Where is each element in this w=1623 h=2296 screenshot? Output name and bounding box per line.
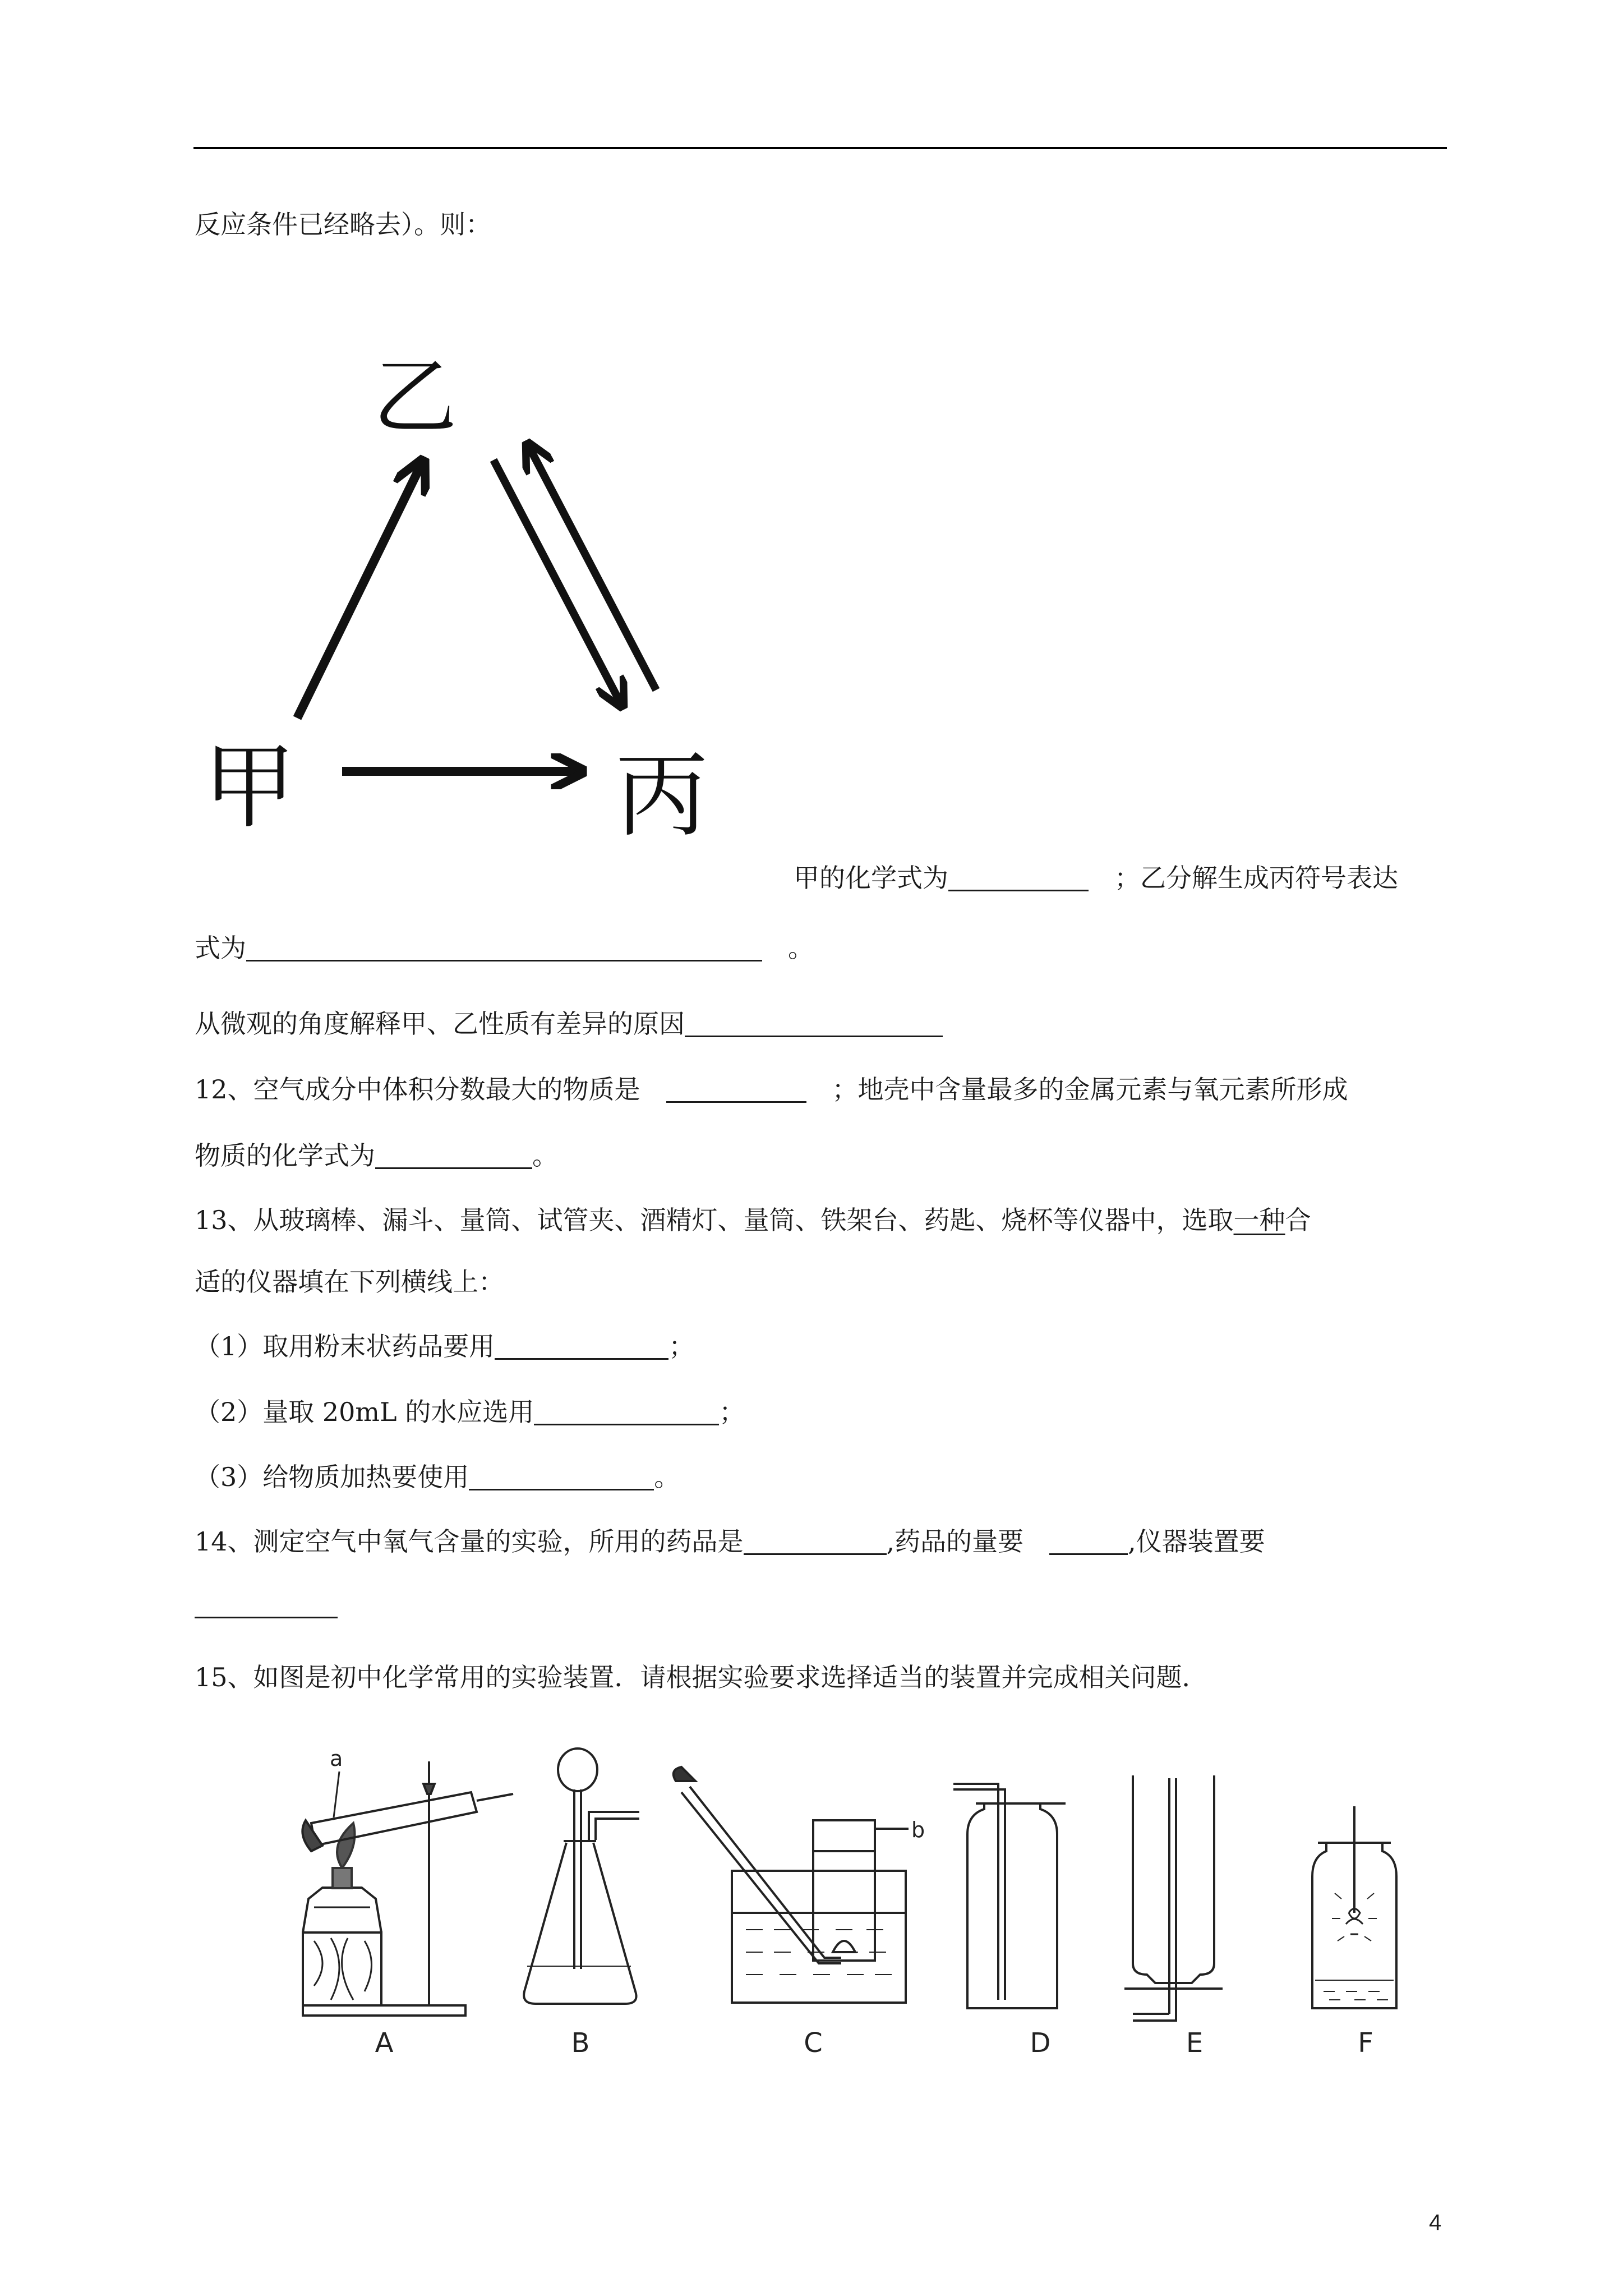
answer-blank[interactable]: [1049, 1527, 1128, 1555]
apparatus-label-a: A: [375, 2027, 394, 2059]
q14-trailing-blank[interactable]: [195, 1591, 338, 1618]
apparatus-label-d: D: [1030, 2027, 1051, 2059]
diagram-node-jia: 甲: [203, 733, 296, 841]
apparatus-c: [674, 1767, 925, 2003]
apparatus-label-e: E: [1186, 2027, 1204, 2059]
answer-blank[interactable]: [744, 1527, 887, 1555]
arrow-jia-to-yi: [297, 460, 423, 718]
q14-line: 14、测定空气中氧气含量的实验，所用的药品是 ,药品的量要 ,仪器装置要: [195, 1526, 1265, 1557]
answer-blank[interactable]: [375, 1142, 532, 1169]
apparatus-a: [302, 1746, 513, 2016]
apparatus-label-b: B: [571, 2027, 590, 2059]
emphasis-underline: 一种: [1233, 1205, 1285, 1235]
answer-blank[interactable]: [495, 1332, 668, 1360]
q12-line-2: 物质的化学式为 。: [195, 1140, 558, 1171]
q13-item-1: （1）取用粉末状药品要用 ；: [195, 1331, 695, 1361]
q12-line-1: 12、空气成分中体积分数最大的物质是 ；地壳中含量最多的金属元素与氧元素所形成: [195, 1074, 1348, 1105]
q11-line-c: 从微观的角度解释甲、乙性质有差异的原因: [195, 1007, 943, 1041]
q15-text: 15、如图是初中化学常用的实验装置．请根据实验要求选择适当的装置并完成相关问题．: [195, 1662, 1208, 1692]
answer-blank[interactable]: [469, 1463, 654, 1490]
apparatus-label-c: C: [804, 2027, 823, 2059]
answer-blank[interactable]: [666, 1075, 806, 1103]
apparatus-figure: [280, 1745, 1430, 2059]
answer-blank[interactable]: [685, 1010, 943, 1037]
apparatus-marker-a: a: [330, 1746, 343, 1771]
intro-text: 反应条件已经略去）。则：: [195, 209, 491, 240]
q13-item-3: （3）给物质加热要使用 。: [195, 1462, 680, 1492]
diagram-node-yi: 乙: [372, 349, 458, 447]
conversion-diagram: [191, 292, 751, 886]
apparatus-b: [524, 1749, 639, 2004]
q11-line-a: 甲的化学式为 ；乙分解生成丙符号表达: [794, 863, 1398, 893]
page-number: 4: [1429, 2210, 1442, 2235]
apparatus-e: [1124, 1775, 1223, 2021]
q13-line-1: 13、从玻璃棒、漏斗、量筒、试管夹、酒精灯、量筒、铁架台、药匙、烧杯等仪器中，选取一种合: [195, 1205, 1311, 1235]
apparatus-d: [953, 1784, 1066, 2008]
q13-item-2: （2）量取 20mL 的水应选用 ；: [195, 1397, 745, 1427]
apparatus-f: [1312, 1806, 1396, 2008]
header-rule: [193, 147, 1447, 149]
apparatus-marker-b: b: [911, 1818, 925, 1842]
answer-blank[interactable]: [948, 864, 1089, 891]
q13-line-2: 适的仪器填在下列横线上：: [195, 1267, 504, 1297]
diagram-node-bing: 丙: [615, 742, 708, 849]
apparatus-label-f: F: [1358, 2027, 1373, 2059]
q11-line-b: 式为 。: [195, 933, 814, 963]
answer-blank[interactable]: [246, 934, 762, 961]
answer-blank[interactable]: [534, 1398, 719, 1425]
